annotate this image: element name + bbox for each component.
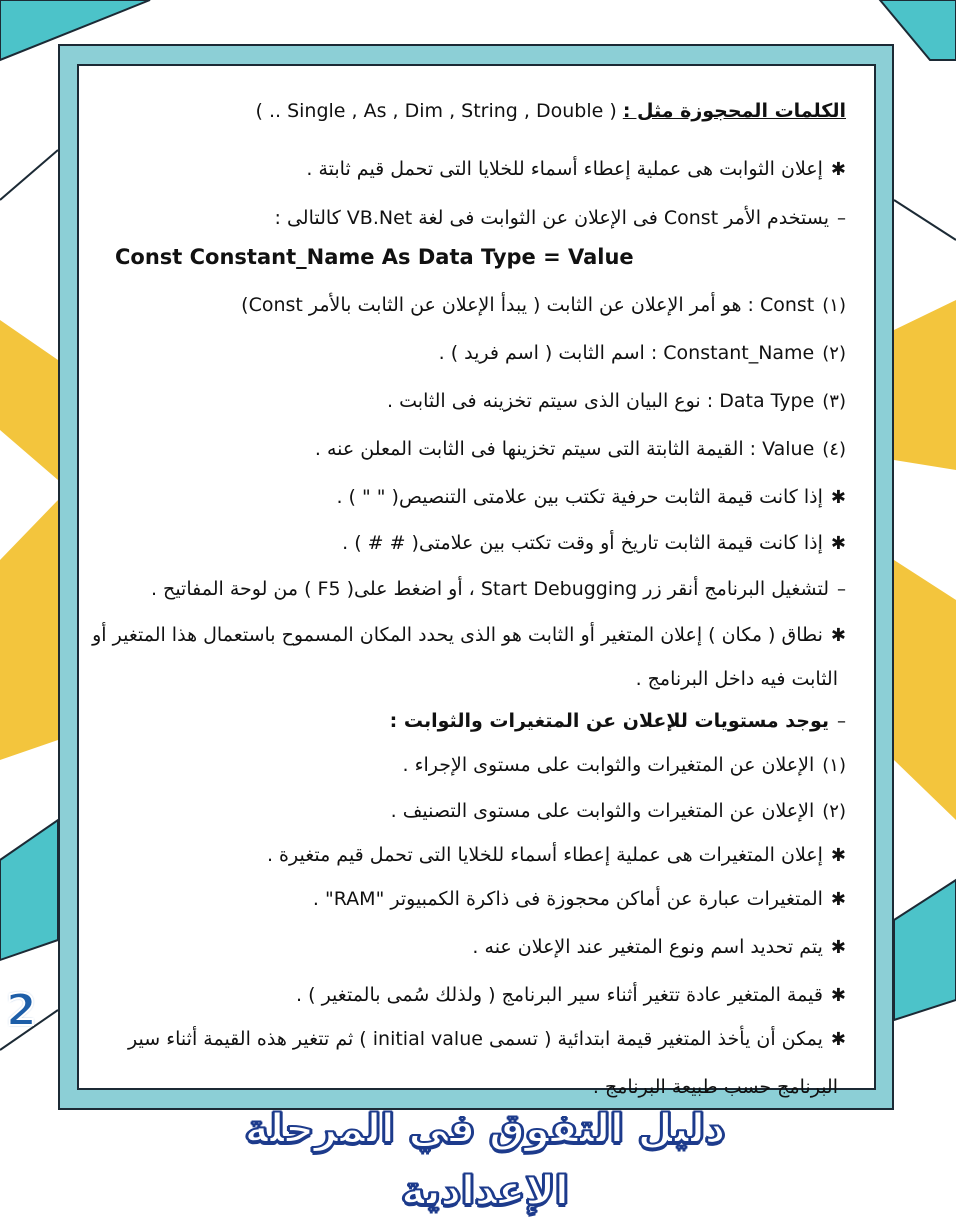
line-bullet: (١) <box>822 755 846 776</box>
line-text: الإعلان عن المتغيرات والثوابت على مستوى الإجراء . <box>402 754 815 776</box>
line-text: الإعلان عن المتغيرات والثوابت على مستوى التصنيف . <box>390 800 815 822</box>
line-bullet: (١) <box>822 295 846 316</box>
reserved-words-line <box>107 98 846 124</box>
line-text: البرنامج حسب طبيعة البرنامج . <box>592 1076 838 1098</box>
line-bullet: ✱ <box>830 625 846 646</box>
line-text: الثابت فيه داخل البرنامج . <box>635 668 838 690</box>
footer-banner: دليل التفوق في المرحلة الإعدادية <box>244 1106 726 1214</box>
text-line <box>107 388 846 415</box>
text-line <box>107 205 846 232</box>
line-bullet: ✱ <box>830 845 846 866</box>
line-text: لتشغيل البرنامج أنقر زر Start Debugging ، أو اضغط على( F5 ) من لوحة المفاتيح . <box>150 578 829 600</box>
text-line <box>107 436 846 463</box>
text-line <box>107 752 846 779</box>
document-body <box>77 64 876 1098</box>
line-text: إذا كانت قيمة الثابت حرفية تكتب بين علامتى التنصيص( " " ) . <box>336 486 823 508</box>
line-bullet: ✱ <box>830 985 846 1006</box>
line-text: المتغيرات عبارة عن أماكن محجوزة فى ذاكرة الكمبيوتر "RAM" . <box>312 888 823 910</box>
text-line <box>107 886 846 913</box>
line-bullet: ✱ <box>830 159 846 180</box>
line-text: Value : القيمة الثابتة التى سيتم تخزينها فى الثابت المعلن عنه . <box>314 438 815 460</box>
line-text: إعلان الثوابت هى عملية إعطاء أسماء للخلايا التى تحمل قيم ثابتة . <box>306 158 823 180</box>
text-line <box>107 934 846 961</box>
line-bullet: (٣) <box>822 391 846 412</box>
line-bullet: ✱ <box>830 533 846 554</box>
line-bullet: ✱ <box>830 889 846 910</box>
line-text: إذا كانت قيمة الثابت تاريخ أو وقت تكتب بين علامتى( # # ) . <box>342 532 823 554</box>
line-text: نطاق ( مكان ) إعلان المتغير أو الثابت هو الذى يحدد المكان المسموح باستعمال هذا المتغير أو <box>92 624 823 646</box>
line-text: Constant_Name : اسم الثابت ( اسم فريد ) . <box>438 342 815 364</box>
text-line <box>107 982 846 1009</box>
line-bullet: ✱ <box>830 1029 846 1050</box>
line-text: يمكن أن يأخذ المتغير قيمة ابتدائية ( تسمى initial value ) ثم تتغير هذه القيمة أثناء سير <box>128 1028 823 1050</box>
text-line <box>107 1026 846 1053</box>
line-text: Data Type : نوع البيان الذى سيتم تخزينه فى الثابت . <box>387 390 815 412</box>
text-line <box>107 576 846 603</box>
text-line <box>92 622 846 649</box>
line-bullet: – <box>837 208 846 229</box>
line-text: قيمة المتغير عادة تتغير أثناء سير البرنامج ( ولذلك سُمى بالمتغير ) . <box>296 984 823 1006</box>
text-line <box>107 530 846 557</box>
text-line <box>107 1074 846 1101</box>
text-line <box>107 484 846 511</box>
line-text: يستخدم الأمر Const فى الإعلان عن الثوابت فى لغة VB.Net كالتالى : <box>274 207 829 229</box>
text-line <box>107 244 846 272</box>
line-bullet: – <box>837 711 846 732</box>
line-bullet: – <box>837 579 846 600</box>
line-bullet: ✱ <box>830 937 846 958</box>
text-line <box>107 708 846 735</box>
line-bullet: (٢) <box>822 343 846 364</box>
text-line <box>107 292 846 319</box>
text-line <box>107 842 846 869</box>
line-text: إعلان المتغيرات هى عملية إعطاء أسماء للخلايا التى تحمل قيم متغيرة . <box>266 844 823 866</box>
reserved-words-label: الكلمات المحجوزة مثل : <box>622 100 846 122</box>
reserved-words-examples: ( .. Single , As , Dim , String , Double ) <box>255 100 617 122</box>
text-line <box>107 156 846 183</box>
line-bullet: ✱ <box>830 487 846 508</box>
line-bullet: (٢) <box>822 801 846 822</box>
line-text: يتم تحديد اسم ونوع المتغير عند الإعلان عنه . <box>472 936 823 958</box>
text-line <box>107 666 846 693</box>
line-text: Const Constant_Name As Data Type = Value <box>115 245 634 269</box>
text-line <box>107 340 846 367</box>
page-number: 2 <box>6 985 37 1036</box>
line-text: Const : هو أمر الإعلان عن الثابت ( يبدأ الإعلان عن الثابت بالأمر Const) <box>241 294 815 316</box>
line-text: يوجد مستويات للإعلان عن المتغيرات والثوابت : <box>389 710 829 732</box>
text-line <box>107 798 846 825</box>
line-bullet: (٤) <box>822 439 846 460</box>
